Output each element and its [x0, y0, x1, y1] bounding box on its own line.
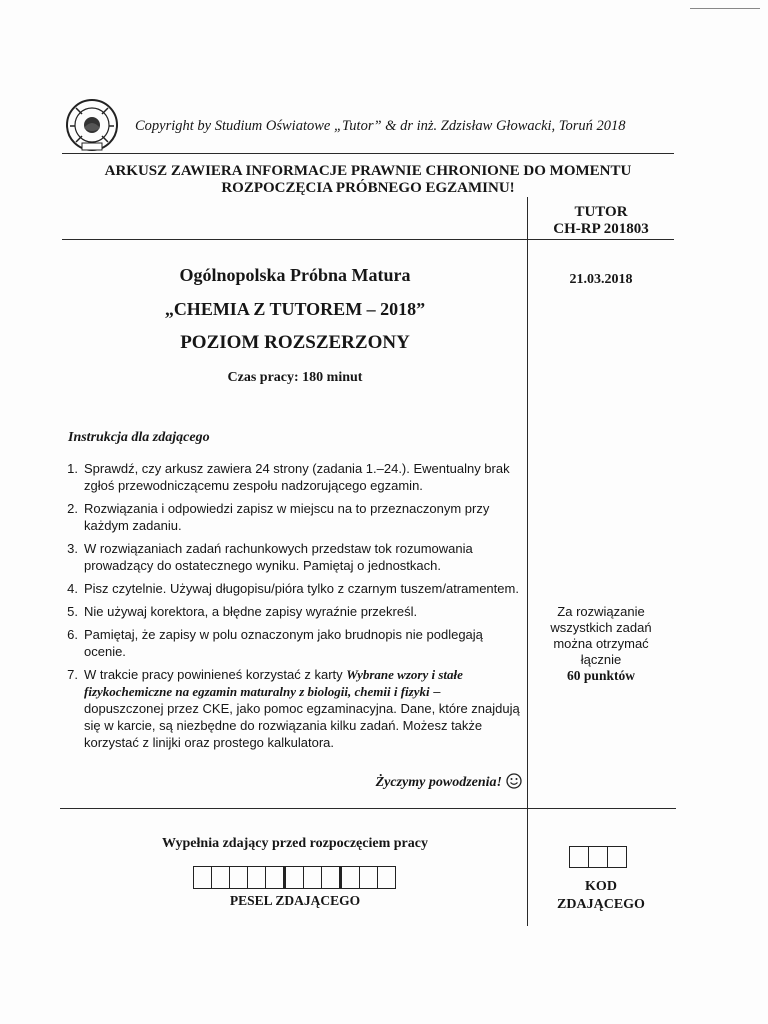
good-luck-message — [62, 773, 522, 791]
student-code-label — [528, 878, 674, 914]
points-line: łącznie — [580, 652, 622, 667]
points-line: można otrzymać — [553, 636, 649, 651]
code-digit-box[interactable] — [608, 847, 626, 867]
points-line: Za rozwiązanie — [557, 604, 645, 619]
sheet-code-line: TUTOR — [574, 204, 628, 220]
formula-card-title: Wybrane wzory i stałe fizykochemiczne na egzamin maturalny z biologii, chemii i fizyki — [84, 667, 463, 699]
instruction-text — [84, 666, 522, 751]
pesel-digit-box[interactable] — [248, 867, 266, 888]
pesel-digit-box[interactable] — [322, 867, 342, 888]
publisher-seal-icon — [62, 96, 126, 154]
copyright-line: Copyright by Studium Oświatowe „Tutor” & dr inż. Zdzisław Głowacki, Toruń 2018 — [135, 118, 626, 134]
title-top-divider — [62, 239, 674, 240]
instruction-text: Sprawdź, czy arkusz zawiera 24 strony (zadania 1.–24.). Ewentualny brak zgłoś przewodniczącemu zespołu nadzorującego egzamin. — [84, 461, 510, 493]
code-digit-box[interactable] — [589, 847, 608, 867]
pesel-digit-box[interactable] — [230, 867, 248, 888]
points-total: 60 punktów — [567, 668, 635, 683]
code-digit-box[interactable] — [570, 847, 589, 867]
student-code-input-boxes[interactable] — [569, 846, 627, 868]
pesel-digit-box[interactable] — [304, 867, 322, 888]
instruction-number: 4. — [67, 581, 78, 596]
instruction-text: Rozwiązania i odpowiedzi zapisz w miejscu na to przeznaczonym przy każdym zadaniu. — [84, 501, 490, 533]
pesel-label: PESEL ZDAJĄCEGO — [229, 893, 361, 908]
pesel-digit-box[interactable] — [378, 867, 395, 888]
instruction-text: Pamiętaj, że zapisy w polu oznaczonym jako brudnopis nie podlegają ocenie. — [84, 627, 483, 659]
exam-date: 21.03.2018 — [569, 272, 633, 287]
total-points-info — [528, 604, 674, 684]
top-edge-line — [690, 8, 760, 9]
instruction-number: 2. — [67, 501, 78, 516]
instruction-number: 3. — [67, 541, 78, 556]
pesel-digit-box[interactable] — [342, 867, 360, 888]
pesel-digit-box[interactable] — [194, 867, 212, 888]
instruction-number: 5. — [67, 604, 78, 619]
exam-title: Ogólnopolska Próbna Matura — [179, 265, 411, 285]
legal-notice-line: ARKUSZ ZAWIERA INFORMACJE PRAWNIE CHRONIONE DO MOMENTU — [104, 163, 632, 179]
instruction-item — [62, 500, 522, 534]
points-line: wszystkich zadań — [550, 620, 652, 635]
fill-before-start-label: Wypełnia zdający przed rozpoczęciem pracy — [162, 836, 428, 851]
pesel-digit-box[interactable] — [286, 867, 304, 888]
student-code-label-line: KOD — [585, 879, 617, 894]
student-code-label-line: ZDAJĄCEGO — [557, 897, 645, 912]
pesel-input-boxes[interactable] — [193, 866, 396, 889]
exam-subtitle: „CHEMIA Z TUTOREM – 2018” — [164, 299, 426, 319]
instruction-item — [62, 540, 522, 574]
instruction-item — [62, 666, 522, 751]
header-divider — [62, 153, 674, 154]
exam-level: POZIOM ROZSZERZONY — [180, 332, 410, 353]
good-luck-text: Życzymy powodzenia! — [375, 775, 502, 790]
sheet-code-line: CH-RP 201803 — [553, 221, 649, 237]
pesel-digit-box[interactable] — [212, 867, 230, 888]
sheet-code — [528, 204, 674, 238]
instruction-item — [62, 626, 522, 660]
instruction-text-part: – dopuszczonej przez CKE, jako pomoc egzaminacyjna. Dane, które znajdują się w karcie, są niezbędne do rozwiązania kilku zadań. Możesz także korzystać z linijki oraz prostego kalkulatora. — [84, 684, 520, 750]
legal-notice — [62, 163, 674, 197]
footer-divider — [60, 808, 676, 809]
instruction-number: 1. — [67, 461, 78, 476]
instructions-heading: Instrukcja dla zdającego — [68, 430, 210, 445]
instruction-item — [62, 603, 522, 620]
instruction-text: Nie używaj korektora, a błędne zapisy wyraźnie przekreśl. — [84, 604, 418, 619]
instruction-number: 7. — [67, 667, 78, 682]
instruction-item — [62, 580, 522, 597]
legal-notice-line: ROZPOCZĘCIA PRÓBNEGO EGZAMINU! — [221, 180, 515, 196]
instruction-text-part: W trakcie pracy powinieneś korzystać z karty — [84, 667, 347, 682]
instruction-number: 6. — [67, 627, 78, 642]
instruction-text: W rozwiązaniach zadań rachunkowych przedstaw tok rozumowania prowadzący do ostatecznego wyniku. Pamiętaj o jednostkach. — [84, 541, 473, 573]
pesel-digit-box[interactable] — [360, 867, 378, 888]
exam-duration: Czas pracy: 180 minut — [227, 370, 363, 385]
instruction-item — [62, 460, 522, 494]
pesel-digit-box[interactable] — [266, 867, 286, 888]
instruction-text: Pisz czytelnie. Używaj długopisu/pióra tylko z czarnym tuszem/atramentem. — [84, 581, 519, 596]
smiley-icon — [506, 773, 522, 789]
instructions-list — [62, 460, 522, 757]
